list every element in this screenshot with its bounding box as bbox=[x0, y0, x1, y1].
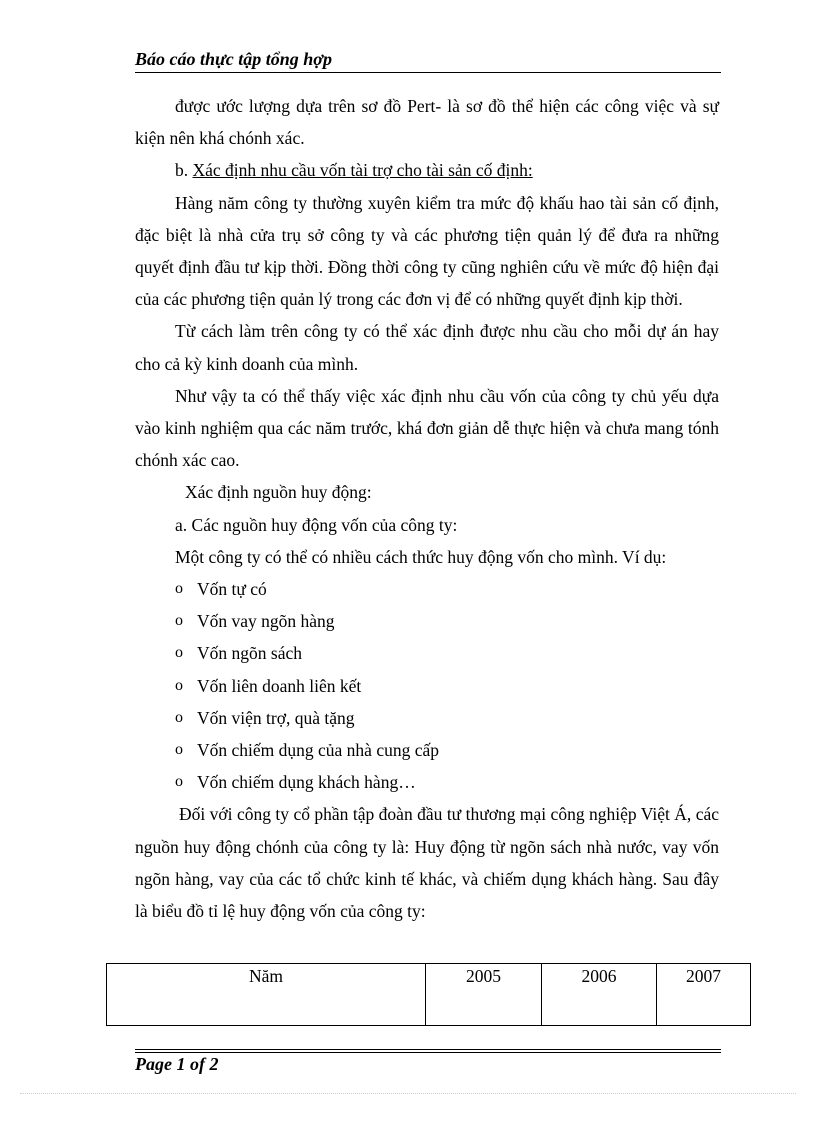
bullet-marker: o bbox=[175, 741, 183, 759]
bullet-marker: o bbox=[175, 773, 183, 791]
list-item-text: Vốn chiếm dụng của nhà cung cấp bbox=[197, 740, 440, 761]
bullet-marker: o bbox=[175, 580, 183, 598]
footer-rule bbox=[135, 1052, 721, 1053]
table-header-cell: Năm bbox=[107, 964, 426, 1026]
list-item-text: Vốn chiếm dụng khách hàng… bbox=[197, 772, 416, 793]
paragraph: Hàng năm công ty thường xuyên kiểm tra mức độ khấu hao tài sản cố định, đặc biệt là nhà cửa trụ sở công ty và các phương tiện quản lý để đưa ra những quyết định đầu tư kịp thời. Đồng thời công ty cũng nghiên cứu về mức độ hiện đại của các phương tiện quản lý trong các đơn vị để có những quyết định kịp thời. bbox=[135, 192, 719, 310]
table-year-cell: 2007 bbox=[657, 964, 751, 1026]
header-title: Báo cáo thực tập tổng hợp bbox=[135, 49, 332, 69]
paragraph: được ước lượng dựa trên sơ đồ Pert- là sơ đồ thể hiện các công việc và sự kiện nên khá chónh xác. bbox=[135, 96, 719, 149]
funding-source-list bbox=[135, 573, 719, 798]
list-item bbox=[135, 637, 719, 669]
funding-ratio-table bbox=[106, 963, 751, 1026]
page-edge-divider bbox=[20, 1093, 796, 1094]
bullet-marker: o bbox=[175, 612, 183, 630]
list-item bbox=[135, 605, 719, 637]
list-item bbox=[135, 734, 719, 766]
list-item bbox=[135, 670, 719, 702]
subheading: Xác định nguồn huy động: bbox=[185, 482, 372, 503]
bullet-marker: o bbox=[175, 708, 183, 726]
paragraph: Một công ty có thể có nhiều cách thức huy động vốn cho mình. Ví dụ: bbox=[175, 546, 667, 567]
section-heading-prefix: b. bbox=[175, 160, 193, 181]
list-item-text: Vốn liên doanh liên kết bbox=[197, 675, 362, 696]
list-item bbox=[135, 766, 719, 798]
list-item-text: Vốn vay ngõn hàng bbox=[197, 611, 335, 632]
table-year-cell: 2006 bbox=[542, 964, 657, 1026]
paragraph: Như vậy ta có thể thấy việc xác định nhu cầu vốn của công ty chủ yếu dựa vào kinh nghiệm qua các năm trước, khá đơn giản dễ thực hiện và chưa mang tónh chónh xác cao. bbox=[135, 385, 719, 471]
bullet-marker: o bbox=[175, 644, 183, 662]
bullet-marker: o bbox=[175, 676, 183, 694]
footer-rule bbox=[135, 1049, 721, 1050]
paragraph: Đối với công ty cổ phần tập đoàn đầu tư thương mại công nghiệp Việt Á, các nguồn huy động chónh của công ty là: Huy động từ ngõn sách nhà nước, vay vốn ngõn hàng, vay của các tổ chức kinh tế khác, và chiếm dụng khách hàng. Sau đây là biểu đồ tỉ lệ huy động vốn của công ty: bbox=[135, 804, 719, 922]
list-item bbox=[135, 573, 719, 605]
list-item-text: Vốn viện trợ, quà tặng bbox=[197, 707, 355, 728]
list-item bbox=[135, 702, 719, 734]
paragraph: Từ cách làm trên công ty có thể xác định được nhu cầu cho mỗi dự án hay cho cả kỳ kinh doanh của mình. bbox=[135, 321, 719, 374]
page-header bbox=[135, 48, 721, 73]
page-number: Page 1 of 2 bbox=[135, 1054, 219, 1074]
list-item-text: Vốn tự có bbox=[197, 579, 267, 600]
section-heading-text: Xác định nhu cầu vốn tài trợ cho tài sản cố định: bbox=[192, 160, 533, 181]
table-year-cell: 2005 bbox=[426, 964, 542, 1026]
subheading: a. Các nguồn huy động vốn của công ty: bbox=[175, 514, 458, 535]
table-row bbox=[107, 964, 751, 1026]
list-item-text: Vốn ngõn sách bbox=[197, 643, 302, 664]
section-heading bbox=[135, 154, 719, 186]
document-body bbox=[135, 90, 719, 927]
